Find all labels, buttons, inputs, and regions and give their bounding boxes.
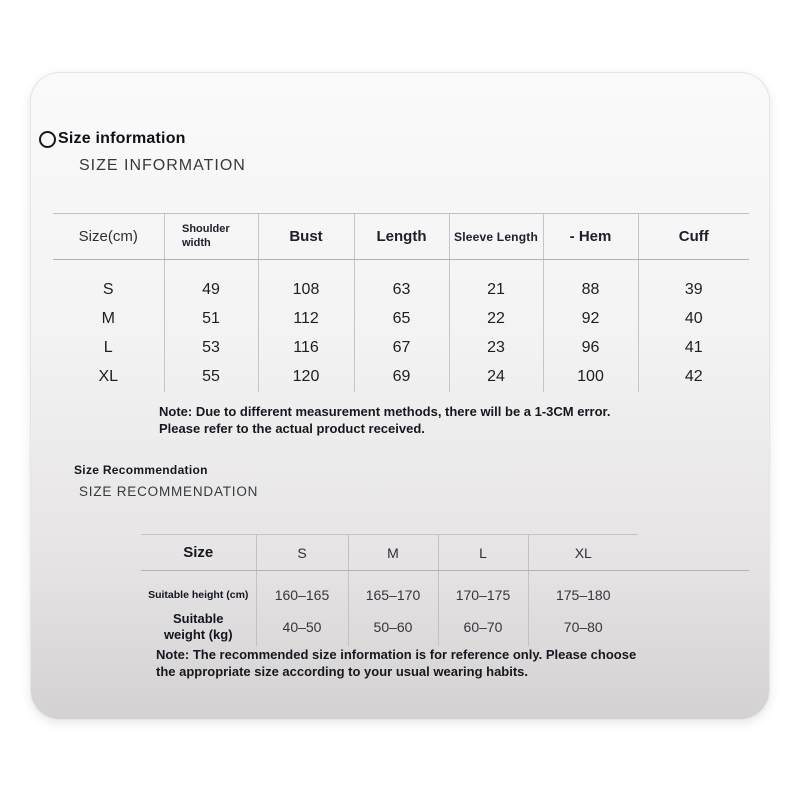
cell: 65: [354, 305, 449, 334]
cell: 40: [638, 305, 749, 334]
cell: 165–170: [348, 571, 438, 609]
col-header-length: Length: [354, 214, 449, 260]
cell: 23: [449, 334, 543, 363]
table-row: [53, 305, 749, 334]
rec-col-header-s: S: [256, 535, 348, 571]
cell: 92: [543, 305, 638, 334]
rec-header-filler: [638, 535, 749, 571]
section2-title: Size Recommendation: [74, 463, 208, 477]
cell: 42: [638, 363, 749, 392]
note-line: Note: Due to different measurement methods, there will be a 1-3CM error.: [159, 404, 611, 419]
size-measurement-table: [53, 213, 749, 392]
rec-col-header-size: Size: [141, 535, 256, 571]
table-row: [141, 571, 749, 609]
cell: 108: [258, 260, 354, 305]
cell: 70–80: [528, 609, 638, 646]
cell: 170–175: [438, 571, 528, 609]
size-label: M: [101, 310, 115, 327]
note-line: Note: The recommended size information is for reference only. Please choose: [156, 647, 637, 662]
cell-filler: [638, 609, 749, 646]
measurement-error-note: [159, 403, 610, 437]
cell: 67: [354, 334, 449, 363]
cell: 120: [258, 363, 354, 392]
note-line: the appropriate size according to your usual wearing habits.: [156, 664, 529, 679]
note-line: Please refer to the actual product received.: [159, 421, 425, 436]
size-table-header-row: [53, 214, 749, 260]
cell-filler: [638, 571, 749, 609]
cell: 40–50: [256, 609, 348, 646]
size-recommendation-table: [141, 534, 749, 646]
rec-col-header-m: M: [348, 535, 438, 571]
cell: 100: [543, 363, 638, 392]
table-row: [53, 363, 749, 392]
table-row: [53, 260, 749, 305]
cell: 88: [543, 260, 638, 305]
cell: 112: [258, 305, 354, 334]
section1-title-row: [39, 130, 186, 148]
cell: 69: [354, 363, 449, 392]
rec-col-header-xl: XL: [528, 535, 638, 571]
col-header-hem: - Hem: [543, 214, 638, 260]
cell: 21: [449, 260, 543, 305]
section1-title: Size information: [58, 130, 186, 147]
table-row: [53, 334, 749, 363]
cell: 49: [164, 260, 258, 305]
section1-subtitle: SIZE INFORMATION: [79, 157, 246, 174]
col-header-bust: Bust: [258, 214, 354, 260]
cell: 53: [164, 334, 258, 363]
cell: 60–70: [438, 609, 528, 646]
cell: 175–180: [528, 571, 638, 609]
rec-col-header-l: L: [438, 535, 528, 571]
size-label: XL: [98, 368, 119, 385]
size-label: L: [103, 339, 113, 356]
circle-bullet-icon: [39, 131, 56, 148]
cell: 39: [638, 260, 749, 305]
size-label: S: [102, 281, 114, 299]
cell: 160–165: [256, 571, 348, 609]
size-info-card: [30, 72, 770, 720]
cell: 24: [449, 363, 543, 392]
col-header-cuff: Cuff: [638, 214, 749, 260]
section2-subtitle: SIZE RECOMMENDATION: [79, 484, 259, 499]
cell: 50–60: [348, 609, 438, 646]
cell: 116: [258, 334, 354, 363]
cell: 22: [449, 305, 543, 334]
row-label-height: Suitable height (cm): [148, 588, 249, 601]
cell: 55: [164, 363, 258, 392]
recommendation-header-row: [141, 535, 749, 571]
cell: 96: [543, 334, 638, 363]
row-label-weight: Suitable weight (kg): [163, 610, 233, 642]
col-header-size-cm: Size(cm): [53, 214, 164, 260]
table-row: [141, 609, 749, 646]
col-header-sleeve-length: Sleeve Length: [449, 214, 543, 260]
cell: 41: [638, 334, 749, 363]
recommendation-note: [156, 646, 636, 680]
cell: 51: [164, 305, 258, 334]
cell: 63: [354, 260, 449, 305]
col-header-shoulder-width: Shoulder width: [164, 214, 258, 260]
